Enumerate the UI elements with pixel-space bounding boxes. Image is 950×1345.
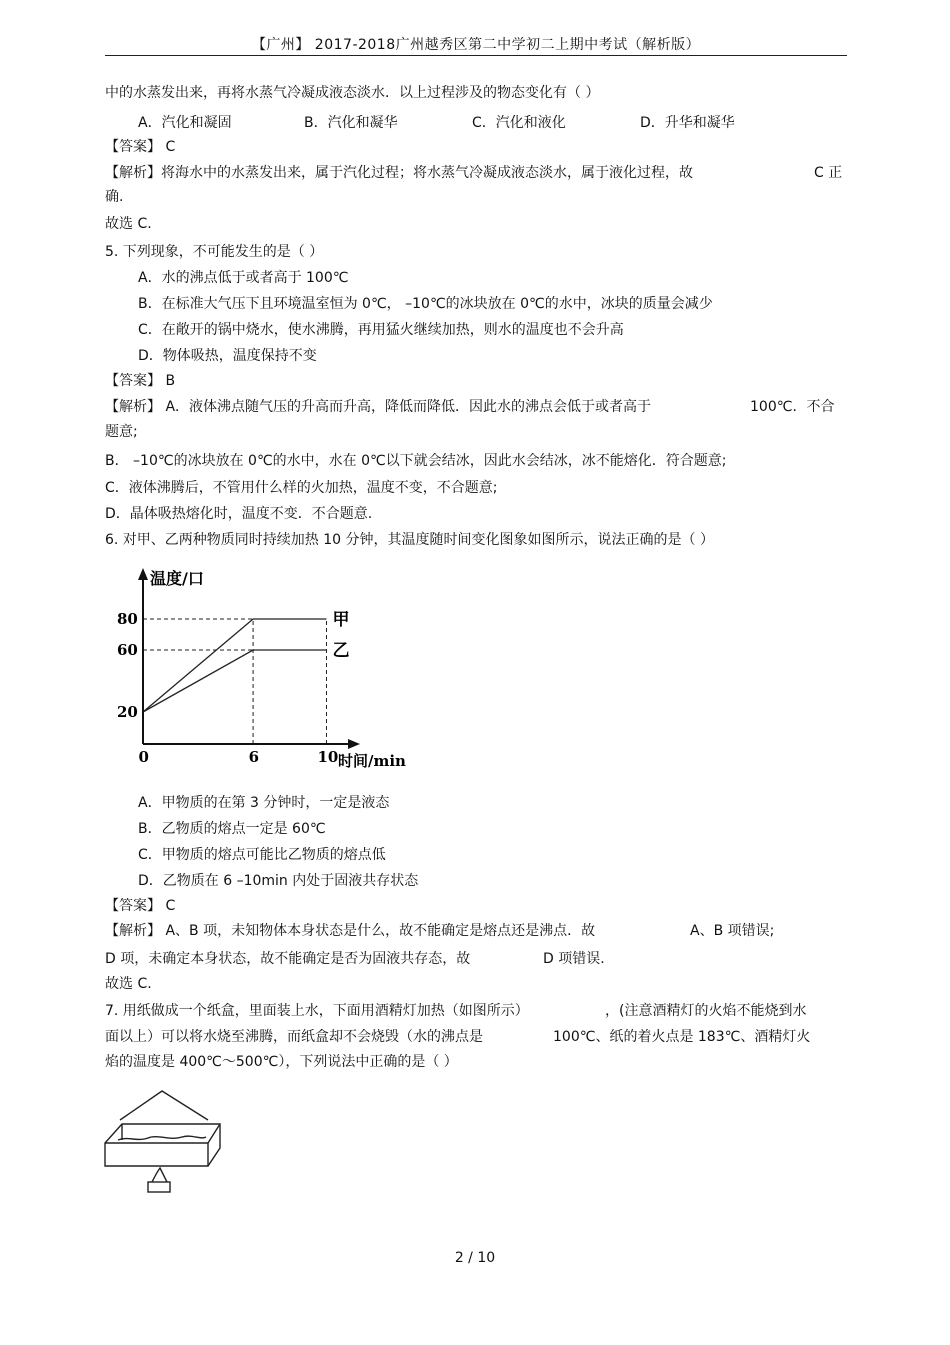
q6-option-d: D．乙物质在 6 –10min 内处于固液共存状态: [138, 873, 419, 889]
page-header: 【广州】 2017-2018广州越秀区第二中学初二上期中考试（解析版）: [251, 37, 701, 53]
page-number: 2 / 10: [454, 1250, 496, 1266]
q6-answer: 【答案】 C: [105, 898, 176, 914]
q5-option-a: A．水的沸点低于或者高于 100℃: [138, 270, 349, 286]
q6-option-c: C．甲物质的熔点可能比乙物质的熔点低: [138, 847, 386, 863]
q6-analysis-line2: D 项，未确定本身状态，故不能确定是否为固液共存态，故: [105, 951, 471, 967]
q5-analysis-line1: 【解析】 A．液体沸点随气压的升高而升高，降低而降低．因此水的沸点会低于或者高于: [105, 399, 652, 415]
y-tick-20: 20: [117, 703, 138, 721]
y-axis-label: 温度/口: [150, 569, 204, 588]
q6-analysis-line1-end: A、B 项错误;: [690, 923, 775, 939]
series-label-乙: 乙: [332, 641, 350, 661]
paper-box-alcohol-lamp-figure: [100, 1088, 230, 1198]
water-surface: [118, 1136, 206, 1140]
q5-answer: 【答案】 B: [105, 373, 176, 389]
q4-option-c: C．汽化和液化: [472, 115, 566, 131]
q6-analysis-line1: 【解析】 A、B 项，未知物体本身状态是什么，故不能确定是熔点还是沸点．故: [105, 923, 596, 939]
lamp-flame: [152, 1168, 167, 1182]
series-label-甲: 甲: [332, 610, 350, 630]
q5-analysis-line2: 题意;: [105, 424, 138, 440]
q5-option-b: B．在标准大气压下且环境温室恒为 0℃， –10℃的冰块放在 0℃的水中，冰块的质量会减少: [138, 296, 713, 312]
series-line-甲: [143, 619, 326, 712]
q5-option-c: C．在敞开的锅中烧水，使水沸腾，再用猛火继续加热，则水的温度也不会升高: [138, 322, 624, 338]
y-tick-60: 60: [117, 641, 138, 659]
q4-option-a: A．汽化和凝固: [138, 115, 232, 131]
q6-option-b: B．乙物质的熔点一定是 60℃: [138, 821, 326, 837]
q4-conclusion: 故选 C.: [105, 216, 152, 232]
q5-analysis-c: C．液体沸腾后，不管用什么样的火加热，温度不变，不合题意;: [105, 480, 498, 496]
x-tick-10: 10: [317, 748, 339, 766]
x-tick-0: 0: [138, 748, 149, 766]
q6-conclusion: 故选 C.: [105, 976, 152, 992]
alcohol-lamp: [148, 1182, 170, 1192]
q5-analysis-d: D．晶体吸热熔化时，温度不变．不合题意.: [105, 506, 373, 522]
q5-analysis-line1-end: 100℃．不合: [750, 399, 835, 415]
q6-stem: 6. 对甲、乙两种物质同时持续加热 10 分钟，其温度随时间变化图象如图所示，说法正确的是（ ）: [105, 532, 714, 548]
x-axis-label: 时间/min: [338, 752, 406, 770]
q4-option-b: B．汽化和凝华: [304, 115, 398, 131]
chart-series: [143, 610, 349, 712]
q4-option-d: D．升华和凝华: [640, 115, 735, 131]
q7-line2-end: 100℃、纸的着火点是 183℃、酒精灯火: [553, 1029, 811, 1045]
chart-tick-labels: [117, 610, 338, 766]
q6-option-a: A．甲物质的在第 3 分钟时，一定是液态: [138, 795, 390, 811]
q5-analysis-b: B． –10℃的冰块放在 0℃的水中，水在 0℃以下就会结冰，因此水会结冰，冰不能熔化．符合题意;: [105, 453, 727, 469]
q7-line1-end: ，(注意酒精灯的火焰不能烧到水: [605, 1003, 807, 1019]
q4-answer: 【答案】 C: [105, 139, 176, 155]
y-tick-80: 80: [117, 610, 138, 628]
x-tick-6: 6: [248, 748, 260, 766]
q4-analysis-line1: 【解析】将海水中的水蒸发出来，属于汽化过程；将水蒸气冷凝成液态淡水，属于液化过程，故: [105, 165, 693, 181]
q5-stem: 5. 下列现象，不可能发生的是（ ）: [105, 244, 324, 260]
temperature-time-chart: [110, 562, 420, 774]
q7-line2: 面以上）可以将水烧至沸腾，而纸盒却不会烧毁（水的沸点是: [105, 1029, 483, 1045]
y-axis-arrow: [138, 568, 148, 580]
chart-guides: [143, 619, 326, 744]
q4-stem-tail: 中的水蒸发出来，再将水蒸气冷凝成液态淡水．以上过程涉及的物态变化有（ ）: [105, 85, 600, 101]
x-axis-arrow: [348, 739, 360, 749]
series-line-乙: [143, 650, 326, 712]
q4-analysis-line1-end: C 正: [814, 165, 843, 181]
q7-line1: 7. 用纸做成一个纸盒，里面装上水，下面用酒精灯加热（如图所示）: [105, 1003, 529, 1019]
q6-analysis-line2-end: D 项错误.: [543, 951, 605, 967]
hanging-string: [120, 1091, 208, 1120]
q5-option-d: D．物体吸热，温度保持不变: [138, 348, 317, 364]
q4-analysis-line2: 确.: [105, 189, 124, 205]
header-rule: [105, 55, 847, 56]
q7-line3: 焰的温度是 400℃～500℃），下列说法中正确的是（ ）: [105, 1054, 458, 1070]
